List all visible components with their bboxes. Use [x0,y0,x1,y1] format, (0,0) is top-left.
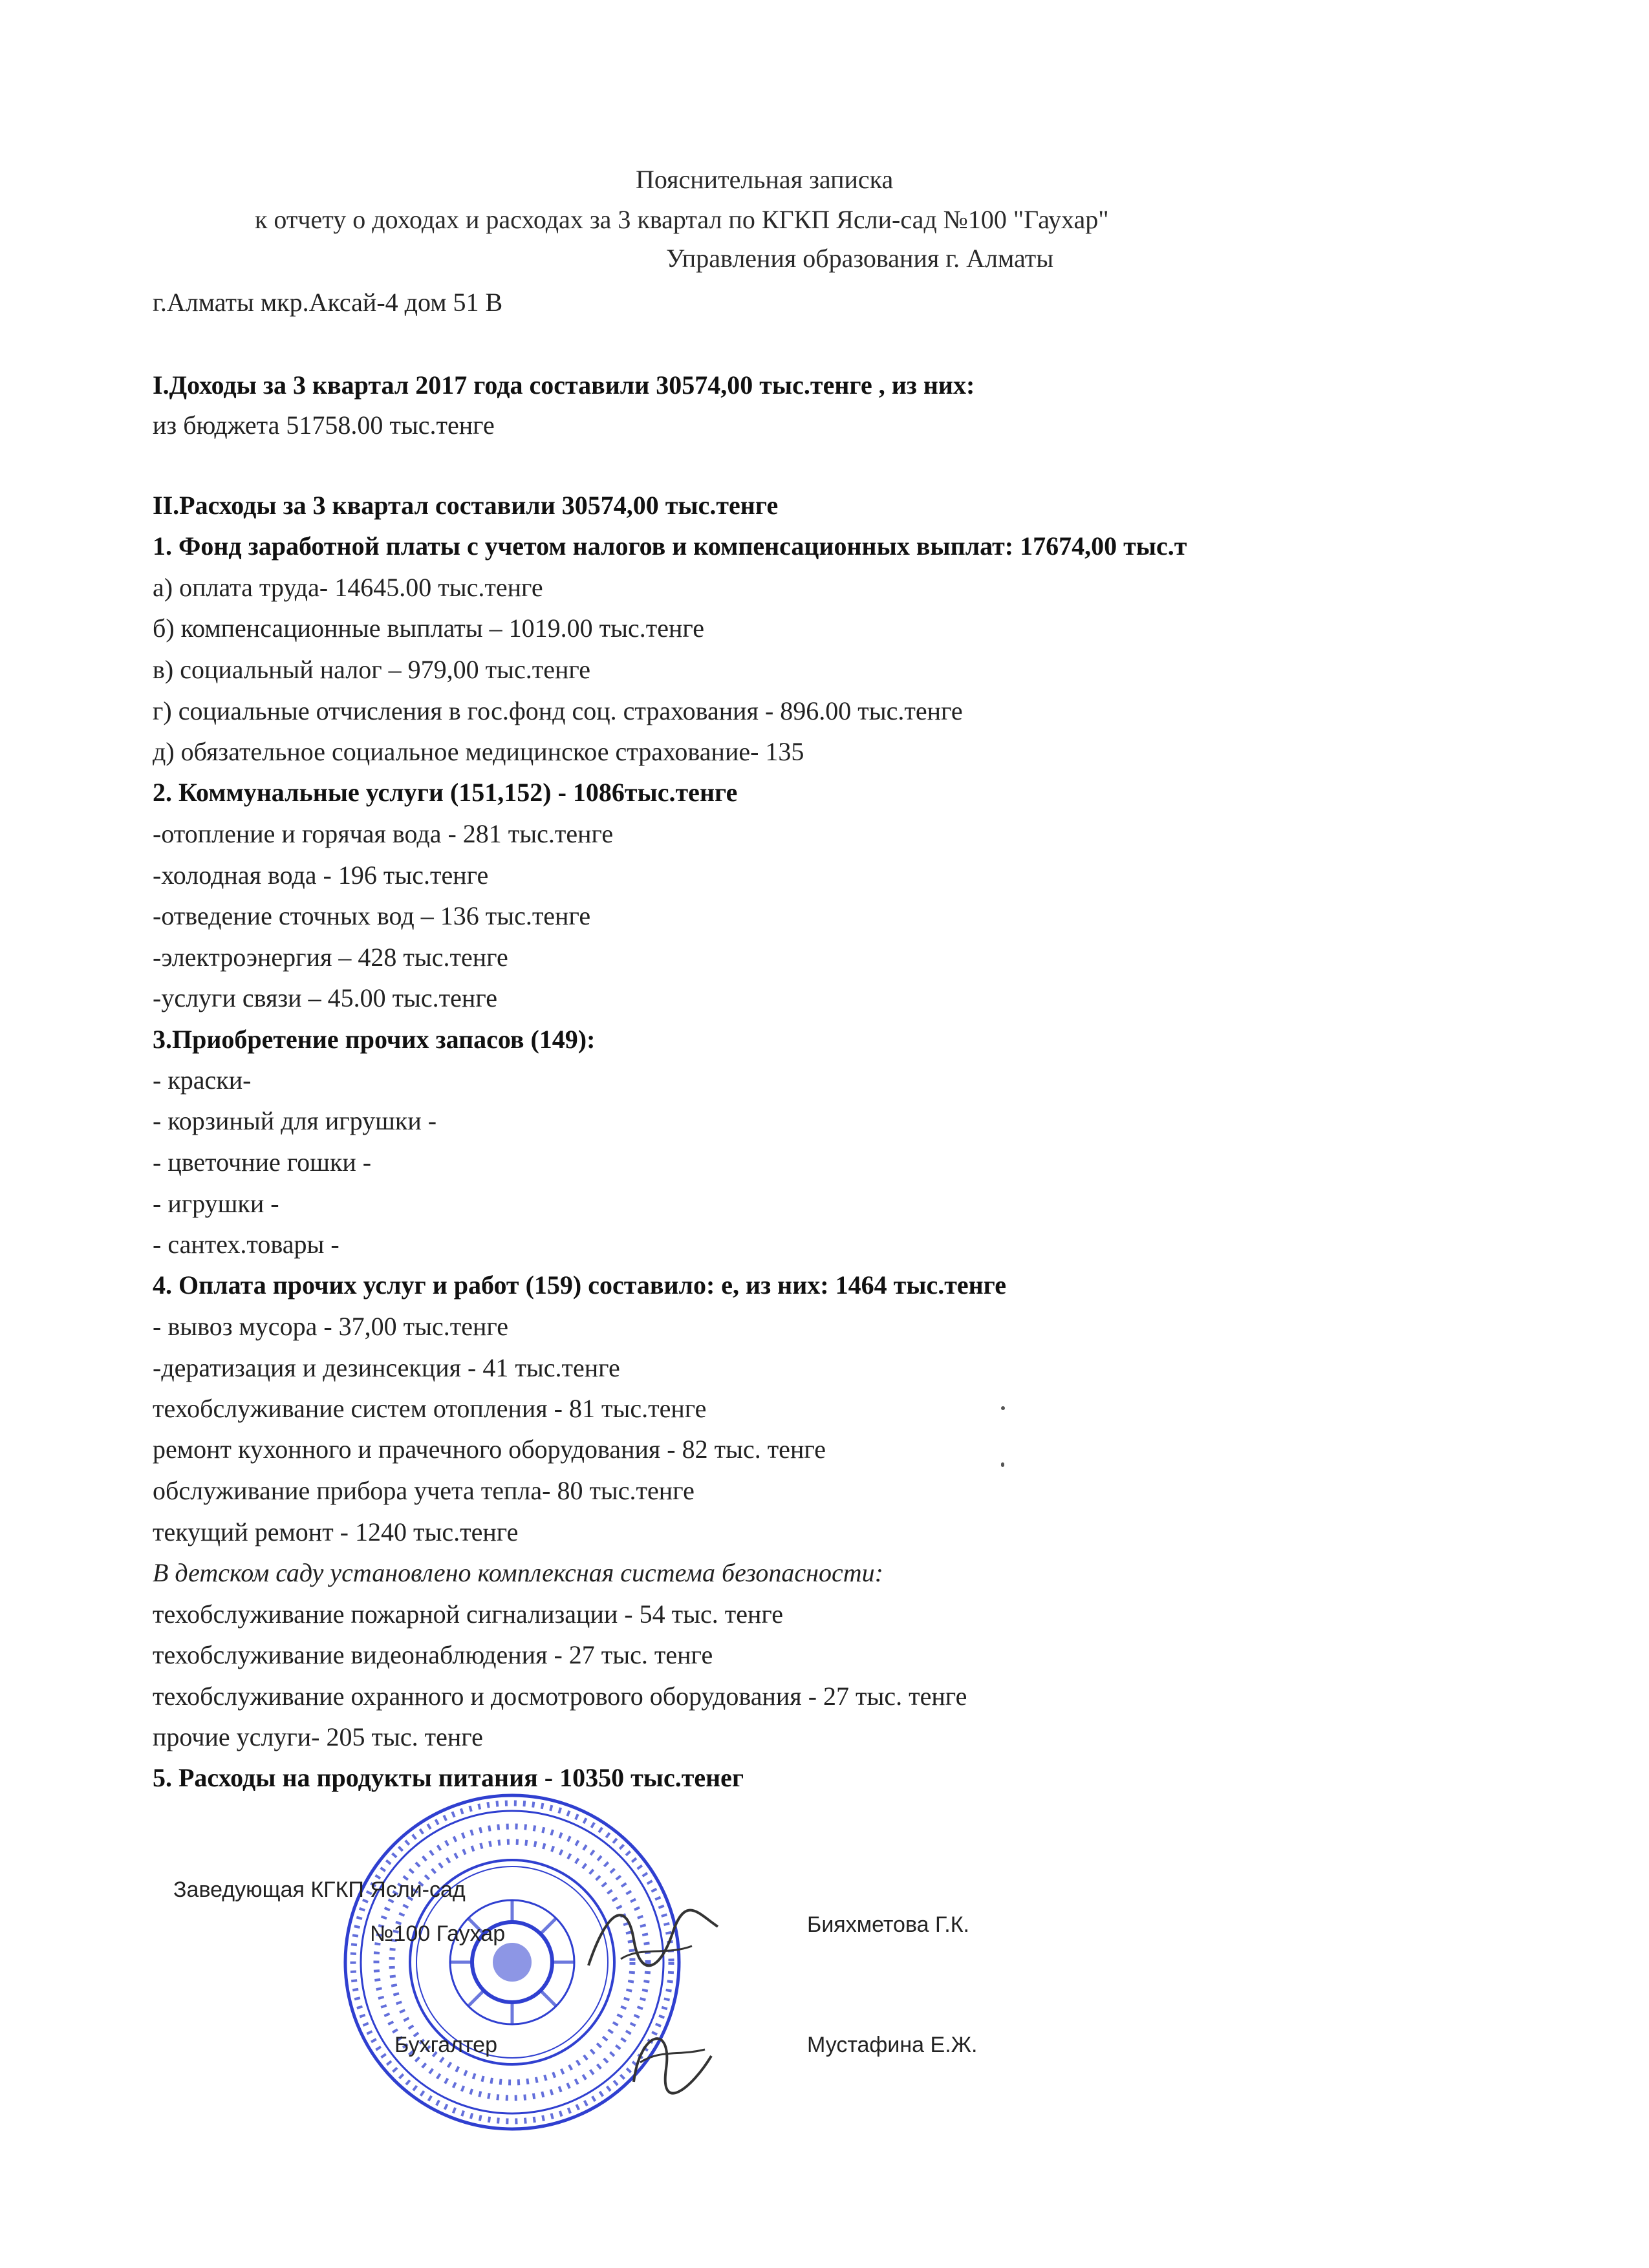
payroll-item: в) социальный налог – 979,00 тыс.тенге [153,655,591,684]
accountant-signature-icon [621,2011,724,2101]
director-signature-icon [582,1894,724,1985]
services-item: текущий ремонт - 1240 тыс.тенге [153,1517,519,1546]
payroll-item: б) компенсационные выплаты – 1019.00 тыс.тенге [153,614,705,643]
document-subtitle: к отчету о доходах и расходах за 3 квартал по КГКП Ясли-сад №100 "Гаухар" [255,205,1109,234]
utilities-item: -холодная вода - 196 тыс.тенге [153,861,489,890]
services-item: - вывоз мусора - 37,00 тыс.тенге [153,1312,509,1341]
accountant-name: Мустафина Е.Ж. [807,2033,978,2057]
address-line: г.Алматы мкр.Аксай-4 дом 51 В [153,288,503,317]
accountant-label: Бухгалтер [394,2033,497,2057]
payroll-item: а) оплата труда- 14645.00 тыс.тенге [153,573,543,602]
utilities-heading: 2. Коммунальные услуги (151,152) - 1086тыс.тенге [153,778,738,807]
utilities-item: -услуги связи – 45.00 тыс.тенге [153,983,497,1012]
document-title: Пояснительная записка [636,165,894,194]
services-heading: 4. Оплата прочих услуг и работ (159) составило: е, из них: 1464 тыс.тенге [153,1270,1007,1300]
supplies-item: - краски- [153,1065,252,1095]
payroll-heading: 1. Фонд заработной платы с учетом налогов и компенсационных выплат: 17674,00 тыс.т [153,531,1187,561]
security-item: техобслуживание видеонаблюдения - 27 тыс. тенге [153,1640,713,1669]
income-heading: I.Доходы за 3 квартал 2017 года составили 30574,00 тыс.тенге , из них: [153,370,975,400]
security-item: прочие услуги- 205 тыс. тенге [153,1722,483,1751]
security-note: В детском саду установлено комплексная система безопасности: [153,1558,883,1587]
scan-speck [1001,1406,1005,1410]
director-label: Заведующая КГКП Ясли-сад [173,1878,466,1902]
services-item: техобслуживание систем отопления - 81 тыс.тенге [153,1394,707,1423]
supplies-item: - цветочние гошки - [153,1148,372,1177]
income-budget: из бюджета 51758.00 тыс.тенге [153,411,495,440]
expenses-heading: II.Расходы за 3 квартал составили 30574,00 тыс.тенге [153,491,779,520]
utilities-item: -отведение сточных вод – 136 тыс.тенге [153,901,591,930]
payroll-item: д) обязательное социальное медицинское страхование- 135 [153,737,804,766]
security-item: техобслуживание пожарной сигнализации - 54 тыс. тенге [153,1599,783,1629]
director-name: Бияхметова Г.К. [807,1912,969,1937]
services-item: -дератизация и дезинсекция - 41 тыс.тенге [153,1353,620,1382]
supplies-item: - игрушки - [153,1189,279,1218]
supplies-item: - корзиный для игрушки - [153,1106,437,1135]
utilities-item: -электроэнергия – 428 тыс.тенге [153,943,508,972]
scan-speck [1001,1462,1004,1467]
document-department: Управления образования г. Алматы [666,244,1054,273]
director-label-2: №100 Гаухар [370,1921,506,1946]
supplies-item: - сантех.товары - [153,1230,339,1259]
payroll-item: г) социальные отчисления в гос.фонд соц. страхования - 896.00 тыс.тенге [153,696,963,725]
utilities-item: -отопление и горячая вода - 281 тыс.тенге [153,819,614,848]
food-heading: 5. Расходы на продукты питания - 10350 тыс.тенег [153,1763,744,1792]
services-item: ремонт кухонного и прачечного оборудования - 82 тыс. тенге [153,1435,826,1464]
supplies-heading: 3.Приобретение прочих запасов (149): [153,1025,596,1054]
services-item: обслуживание прибора учета тепла- 80 тыс.тенге [153,1476,695,1505]
security-item: техобслуживание охранного и досмотрового оборудования - 27 тыс. тенге [153,1682,967,1711]
